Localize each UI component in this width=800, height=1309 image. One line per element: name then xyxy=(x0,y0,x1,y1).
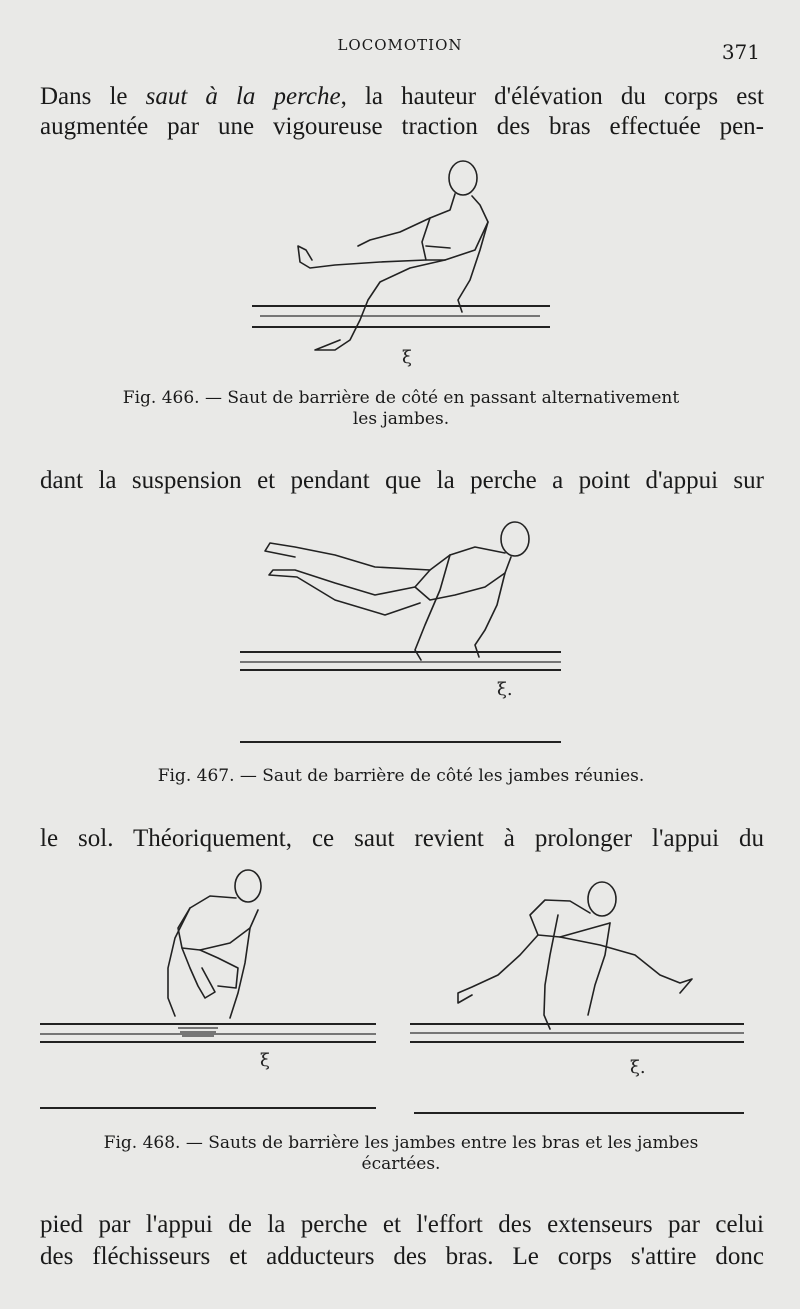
text-line-5: pied par l'appui de la perche et l'effort des extenseurs par celui xyxy=(40,1211,764,1238)
gymnast-figure xyxy=(298,161,488,350)
text-line-1 xyxy=(40,82,764,112)
text-line-6: des fléchisseurs et adducteurs des bras. Le corps s'attire donc xyxy=(40,1243,764,1270)
fig-467-illustration xyxy=(235,515,565,750)
text-line-2: augmentée par une vigoureuse traction des bras effectuée pen- xyxy=(40,113,764,140)
fig-466-caption xyxy=(40,388,762,430)
fig-468-caption xyxy=(40,1133,762,1175)
gymnast-figure xyxy=(168,870,261,1018)
text-line-4: le sol. Théoriquement, ce saut revient à prolonger l'appui du xyxy=(40,825,764,852)
caption-line: les jambes. xyxy=(352,409,450,429)
engraver-mark: ξ. xyxy=(497,679,513,700)
text-fragment: Dans le xyxy=(40,83,146,110)
fig-468-right-illustration xyxy=(410,875,750,1120)
engraver-mark: ξ xyxy=(402,347,412,368)
fig-468-left-illustration xyxy=(40,868,380,1118)
fig-467-caption: Fig. 467. — Saut de barrière de côté les jambes réunies. xyxy=(157,766,645,786)
caption-line: Fig. 468. — Sauts de barrière les jambes entre les bras et les jambes xyxy=(103,1133,699,1153)
page-number: 371 xyxy=(721,40,760,64)
gymnast-figure xyxy=(458,882,692,1029)
running-header: LOCOMOTION xyxy=(337,36,463,54)
italic-term: saut à la perche xyxy=(145,83,341,110)
caption-line: écartées. xyxy=(361,1154,441,1174)
gymnast-figure xyxy=(265,522,529,660)
fig-466-illustration xyxy=(240,150,560,375)
text-line-3: dant la suspension et pendant que la perche a point d'appui sur xyxy=(40,467,764,494)
text-fragment: , la hauteur d'élévation du corps est xyxy=(340,83,765,110)
shadow-hatching xyxy=(178,1028,218,1036)
engraver-mark: ξ. xyxy=(630,1057,646,1078)
engraver-mark: ξ xyxy=(260,1050,270,1071)
caption-line: Fig. 466. — Saut de barrière de côté en passant alternativement xyxy=(122,388,680,408)
